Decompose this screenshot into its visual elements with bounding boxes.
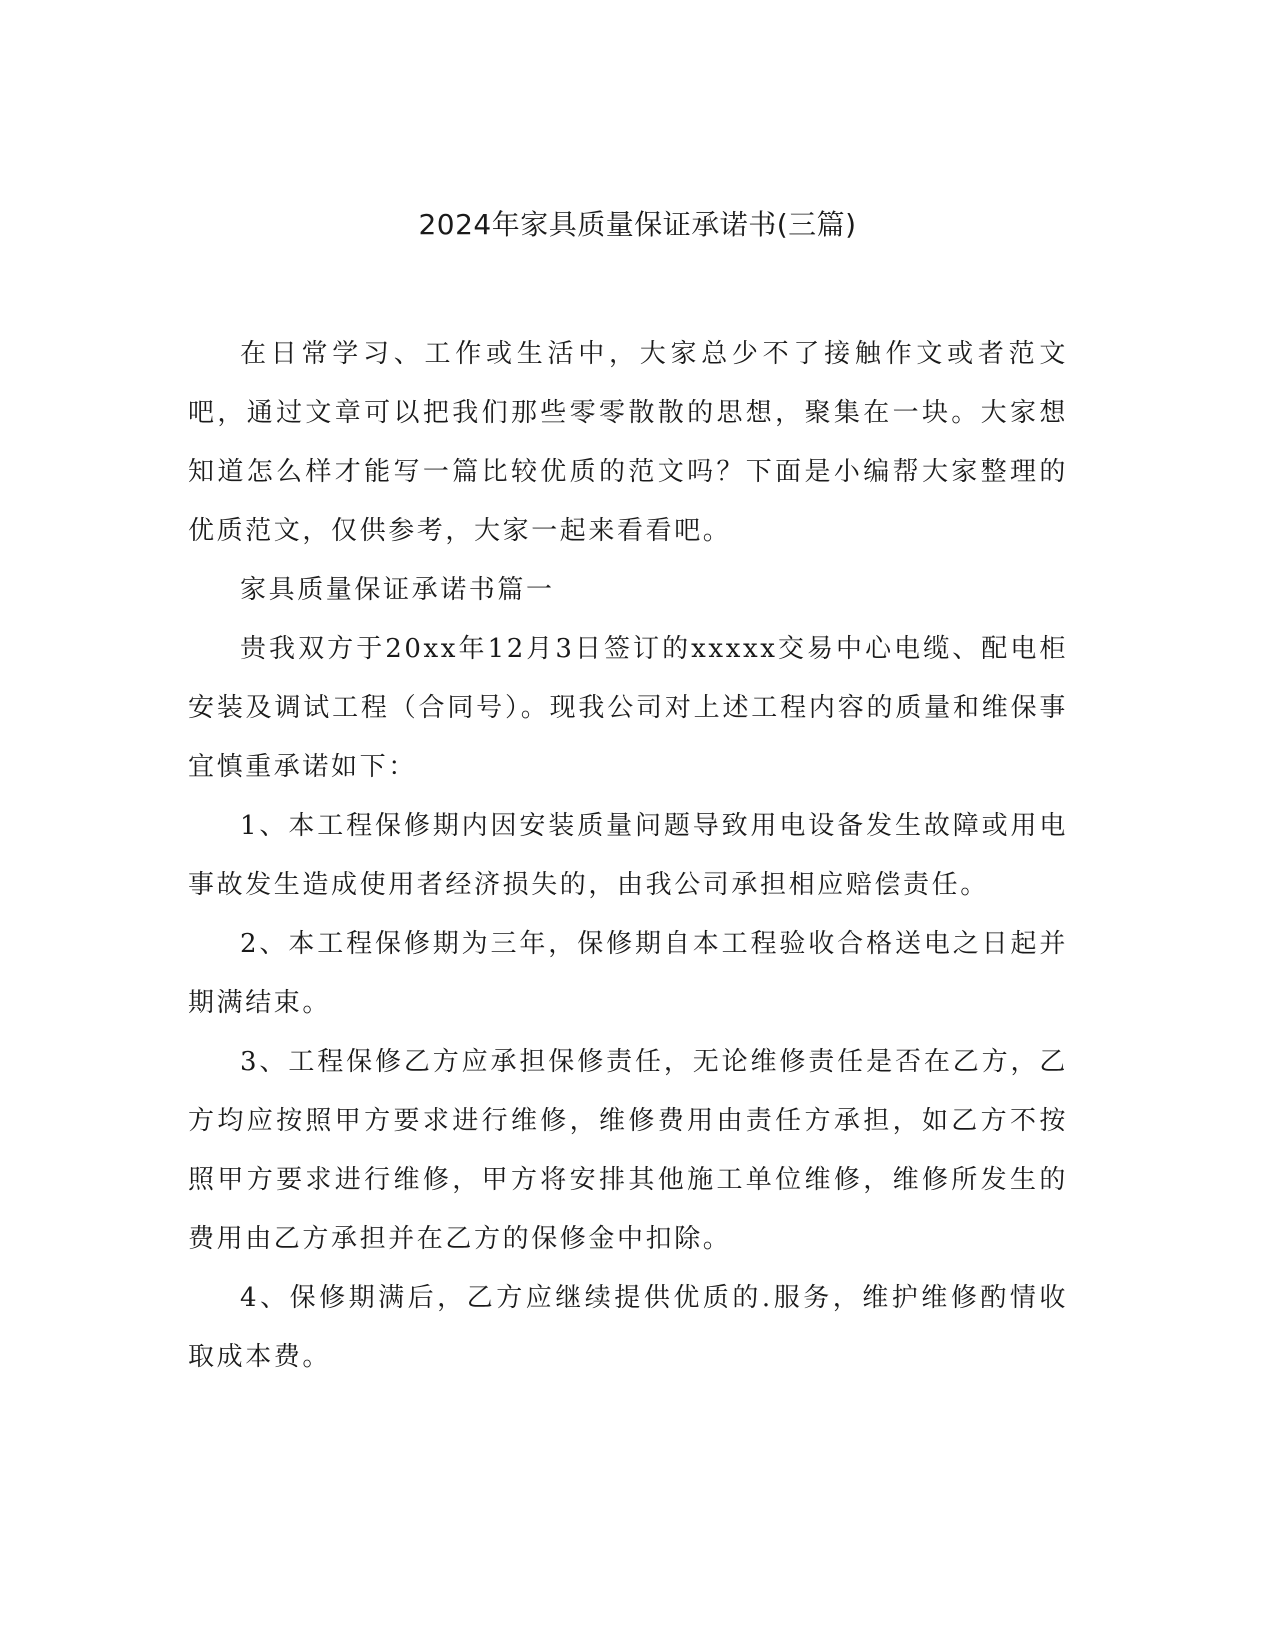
agreement-paragraph: 贵我双方于20xx年12月3日签订的xxxxx交易中心电缆、配电柜安装及调试工程（合同号）。现我公司对上述工程内容的质量和维保事宜慎重承诺如下： xyxy=(188,634,1068,782)
document-title: 2024年家具质量保证承诺书(三篇) xyxy=(418,208,857,241)
section-heading: 家具质量保证承诺书篇一 xyxy=(240,575,555,605)
document-body xyxy=(188,325,1068,1387)
clause-1: 1、本工程保修期内因安装质量问题导致用电设备发生故障或用电事故发生造成使用者经济损失的，由我公司承担相应赔偿责任。 xyxy=(188,811,1068,900)
clause-2: 2、本工程保修期为三年，保修期自本工程验收合格送电之日起并期满结束。 xyxy=(188,929,1068,1018)
intro-paragraph: 在日常学习、工作或生活中，大家总少不了接触作文或者范文吧，通过文章可以把我们那些零零散散的思想，聚集在一块。大家想知道怎么样才能写一篇比较优质的范文吗？下面是小编帮大家整理的优质范文，仅供参考，大家一起来看看吧。 xyxy=(188,339,1068,546)
clause-3: 3、工程保修乙方应承担保修责任，无论维修责任是否在乙方，乙方均应按照甲方要求进行维修，维修费用由责任方承担，如乙方不按照甲方要求进行维修，甲方将安排其他施工单位维修，维修所发生的费用由乙方承担并在乙方的保修金中扣除。 xyxy=(188,1047,1068,1254)
clause-4: 4、保修期满后，乙方应继续提供优质的.服务，维护维修酌情收取成本费。 xyxy=(188,1283,1068,1372)
